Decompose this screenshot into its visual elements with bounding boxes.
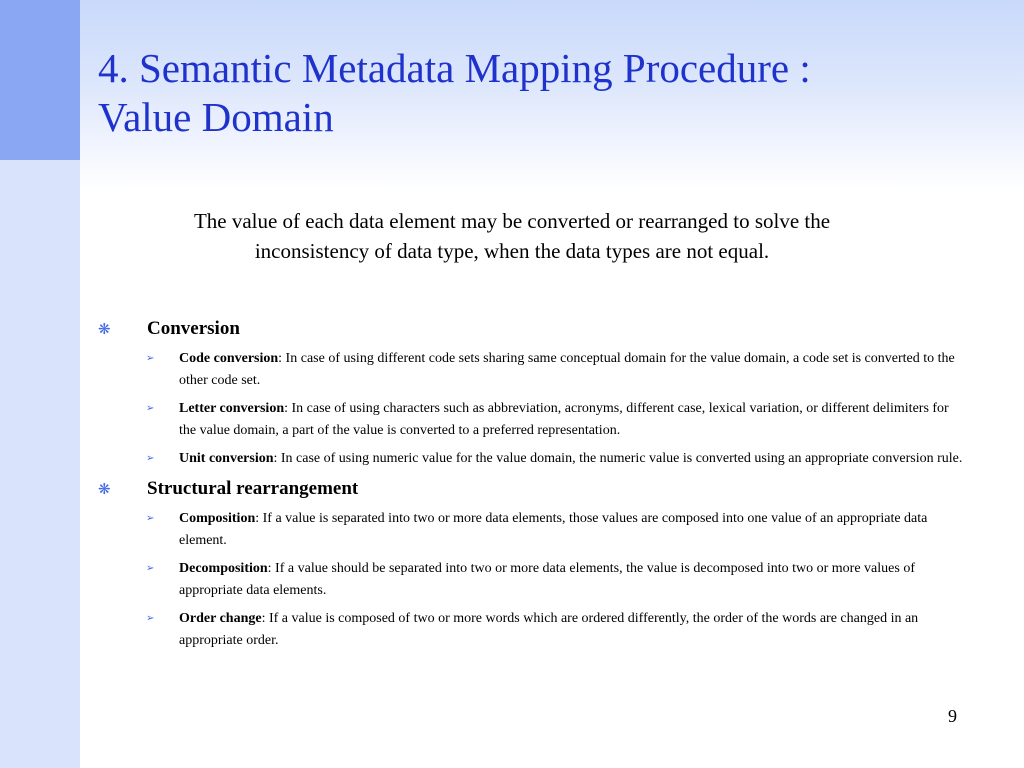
section-header (96, 476, 966, 502)
item-text (179, 558, 966, 602)
item-text (179, 398, 966, 442)
left-accent-block (0, 0, 80, 160)
item-term: Letter conversion (179, 401, 285, 416)
intro-line-1: The value of each data element may be converted or rearranged to solve the (193, 209, 831, 233)
arrow-bullet-icon: ➢ (146, 353, 155, 364)
arrow-bullet-icon: ➢ (146, 613, 155, 624)
slide-title (98, 44, 998, 142)
section-title: Structural rearrangement (147, 478, 359, 499)
item-text (179, 348, 966, 392)
item-description: : If a value is composed of two or more words which are ordered differently, the order of the words are changed in an appropriate order. (179, 611, 919, 648)
item-term: Order change (179, 611, 262, 626)
list-item (96, 448, 966, 470)
item-term: Unit conversion (179, 451, 274, 466)
item-description: : If a value should be separated into two or more data elements, the value is decomposed into two or more values of appropriate data elements. (179, 561, 915, 598)
title-line-2: Value Domain (98, 94, 334, 140)
list-item (96, 398, 966, 442)
section-header (96, 316, 966, 342)
item-text (179, 448, 966, 470)
asterisk-bullet-icon: ❋ (98, 320, 111, 338)
item-description: : In case of using characters such as abbreviation, acronyms, different case, lexical variation, or different delimiters for the value domain, a part of the value is converted to a preferred representation. (179, 401, 949, 438)
list-item (96, 348, 966, 392)
arrow-bullet-icon: ➢ (146, 403, 155, 414)
section-title: Conversion (147, 318, 240, 339)
title-line-1: 4. Semantic Metadata Mapping Procedure : (98, 45, 811, 91)
section-structural-rearrangement (96, 476, 966, 652)
page-number: 9 (948, 706, 957, 726)
item-term: Code conversion (179, 351, 279, 366)
item-description: : If a value is separated into two or more data elements, those values are composed into one value of an appropriate data element. (179, 511, 928, 548)
item-description: : In case of using numeric value for the value domain, the numeric value is converted using an appropriate conversion rule. (273, 451, 963, 466)
intro-line-2: inconsistency of data type, when the data types are not equal. (254, 239, 770, 263)
intro-paragraph (100, 206, 924, 266)
item-term: Decomposition (179, 561, 268, 576)
item-term: Composition (179, 511, 256, 526)
arrow-bullet-icon: ➢ (146, 453, 155, 464)
list-item (96, 608, 966, 652)
left-accent-strip (0, 160, 80, 768)
list-item (96, 558, 966, 602)
bullet-content (96, 316, 966, 652)
list-item (96, 508, 966, 552)
arrow-bullet-icon: ➢ (146, 563, 155, 574)
asterisk-bullet-icon: ❋ (98, 480, 111, 498)
sub-bullet-list (96, 508, 966, 652)
item-description: : In case of using different code sets sharing same conceptual domain for the value domain, a code set is converted to the other code set. (179, 351, 955, 388)
sub-bullet-list (96, 348, 966, 470)
section-conversion (96, 316, 966, 470)
arrow-bullet-icon: ➢ (146, 513, 155, 524)
item-text (179, 608, 966, 652)
item-text (179, 508, 966, 552)
